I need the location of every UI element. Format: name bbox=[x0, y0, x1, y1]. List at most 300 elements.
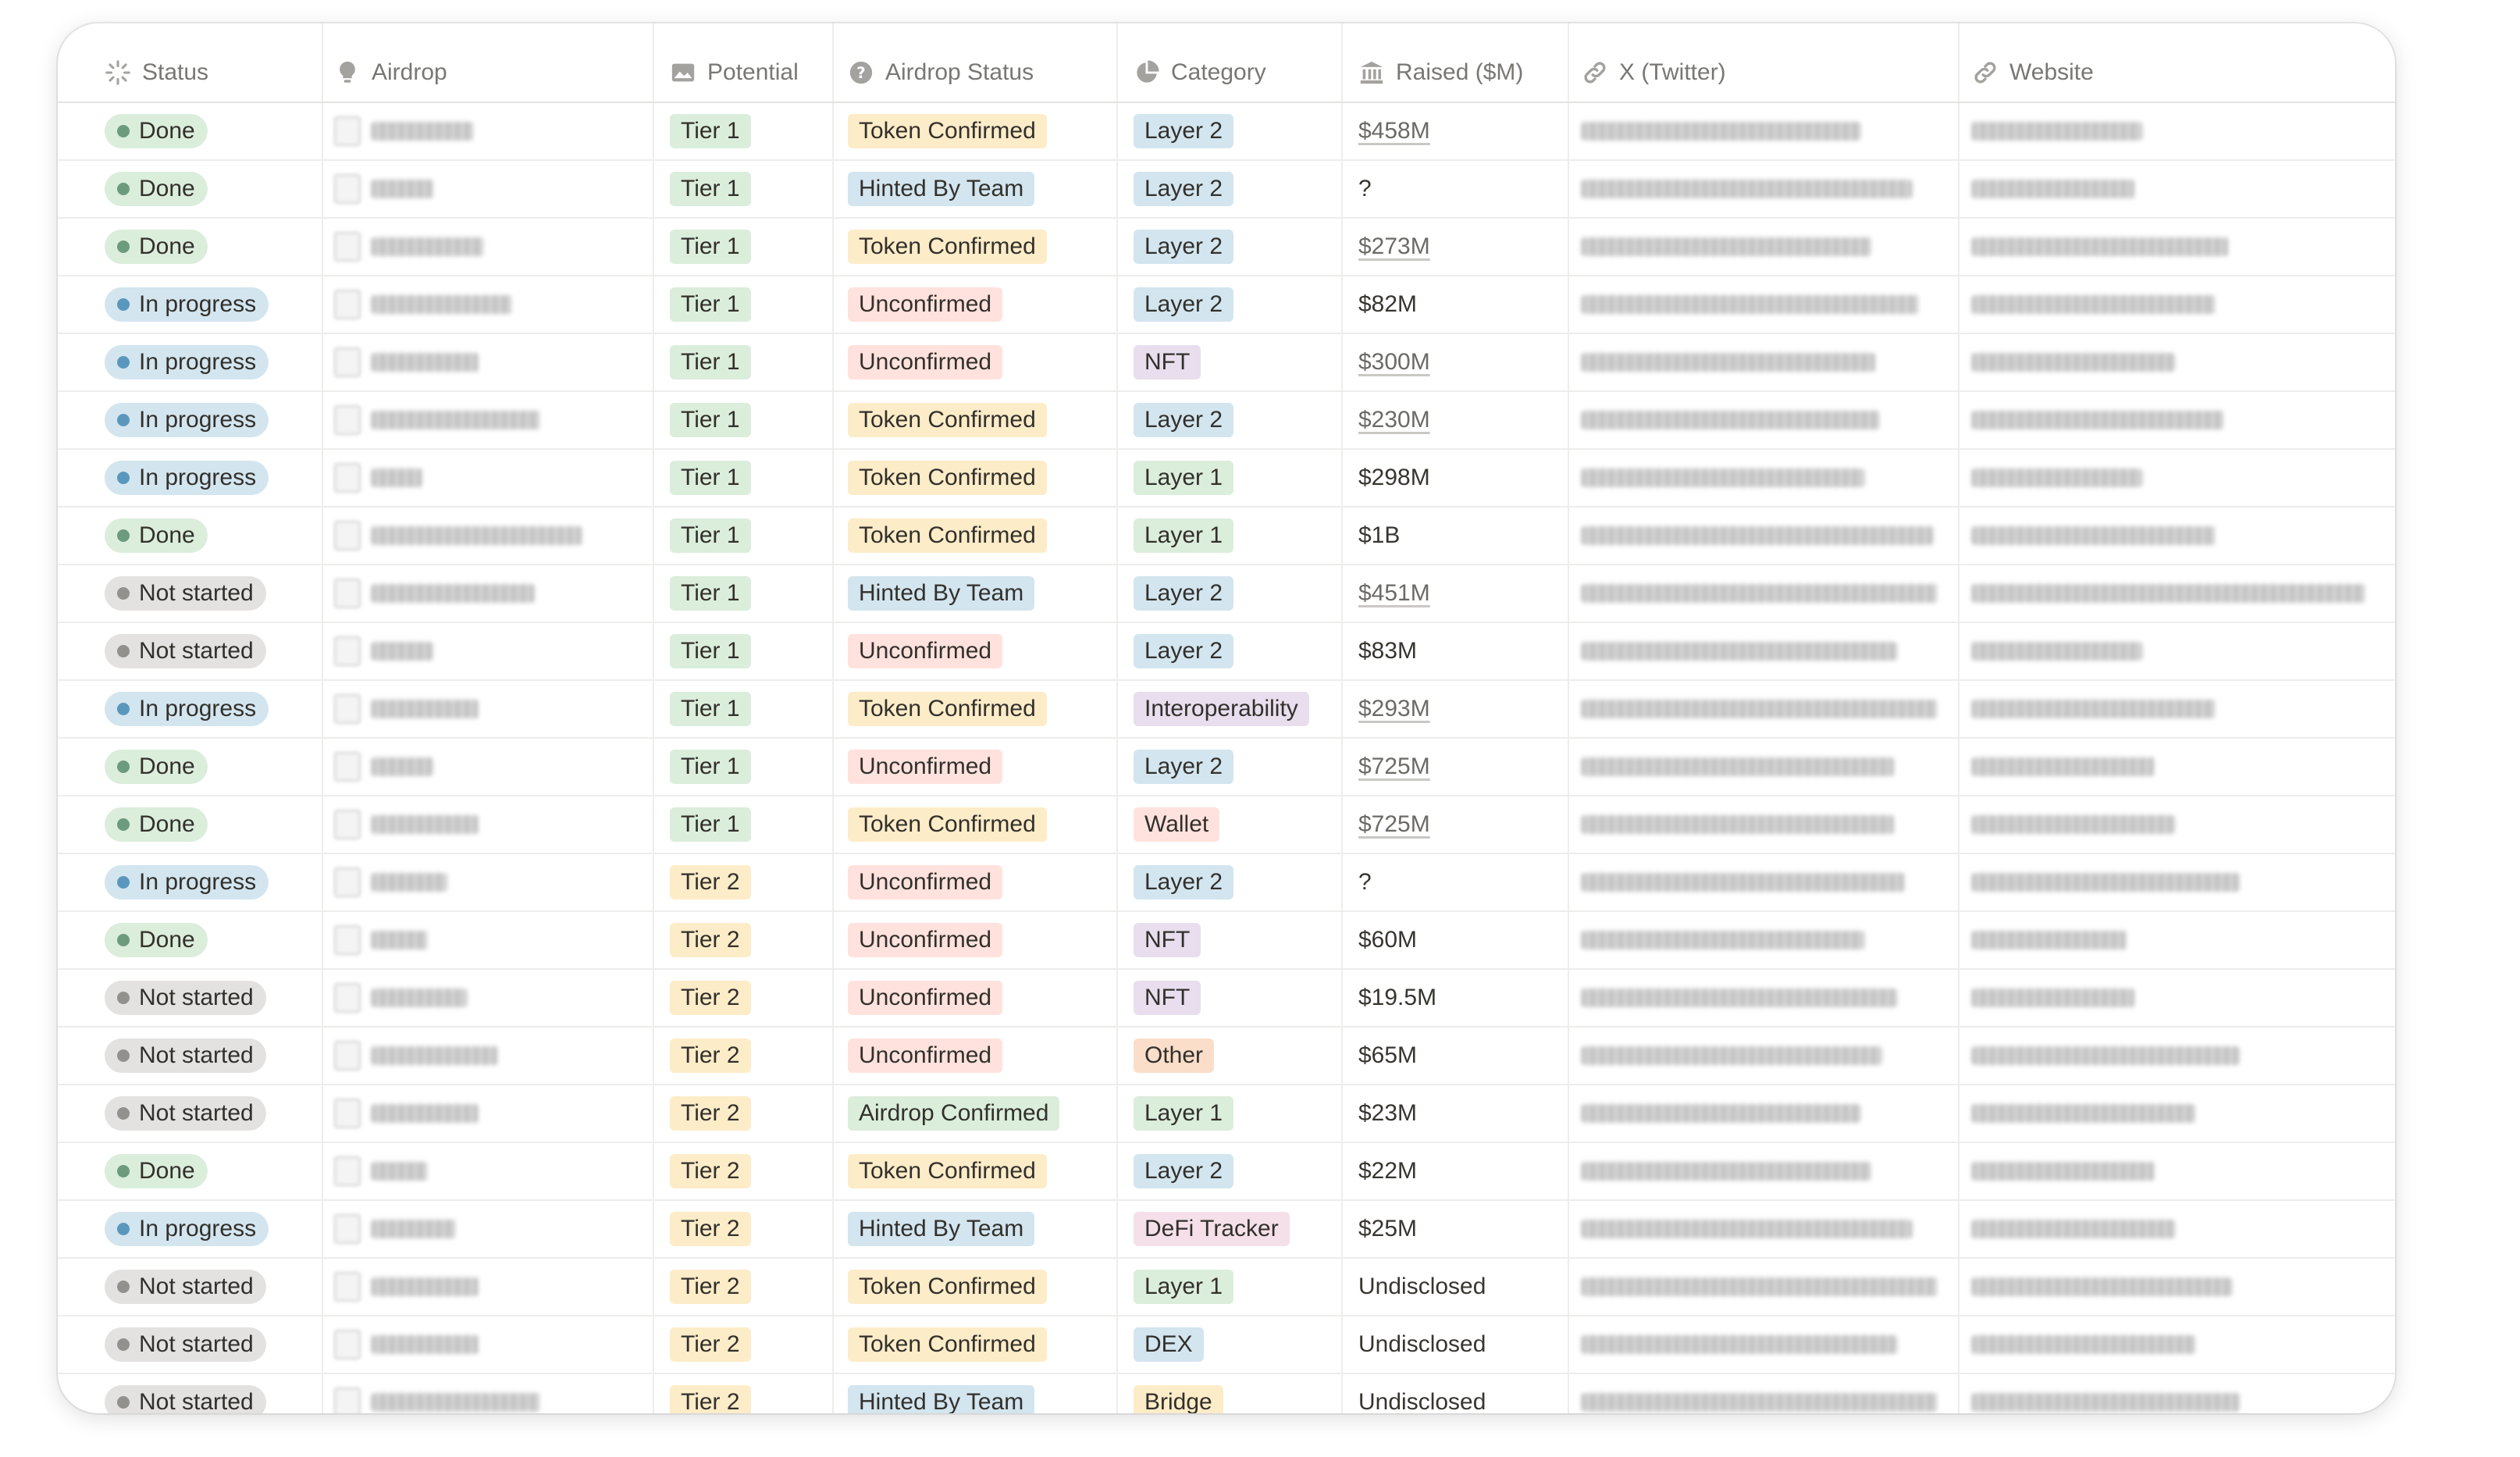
column-header-airdrop[interactable] bbox=[323, 23, 654, 102]
airdrop-status-cell[interactable] bbox=[834, 565, 1118, 622]
airdrop-status-tag[interactable]: Token Confirmed bbox=[848, 1270, 1047, 1304]
x-twitter-link-redacted[interactable] bbox=[1582, 411, 1879, 429]
airdrop-name-redacted[interactable] bbox=[334, 463, 422, 493]
potential-tag[interactable]: Tier 1 bbox=[670, 518, 751, 553]
raised-cell[interactable] bbox=[1343, 1028, 1569, 1084]
website-link-redacted[interactable] bbox=[1972, 989, 2134, 1007]
website-link-redacted[interactable] bbox=[1972, 1393, 2240, 1412]
category-tag[interactable]: Layer 1 bbox=[1134, 1096, 1233, 1131]
website-link-redacted[interactable] bbox=[1972, 700, 2216, 718]
raised-cell[interactable] bbox=[1343, 1374, 1569, 1413]
x-twitter-link-redacted[interactable] bbox=[1582, 757, 1894, 776]
x-twitter-cell[interactable] bbox=[1569, 1028, 1959, 1084]
potential-cell[interactable] bbox=[654, 854, 834, 910]
x-twitter-cell[interactable] bbox=[1569, 565, 1959, 622]
x-twitter-link-redacted[interactable] bbox=[1582, 1393, 1938, 1412]
raised-cell[interactable] bbox=[1343, 1143, 1569, 1199]
raised-cell[interactable] bbox=[1343, 219, 1569, 275]
category-cell[interactable] bbox=[1118, 912, 1343, 968]
x-twitter-link-redacted[interactable] bbox=[1582, 989, 1897, 1007]
raised-value[interactable]: $293M bbox=[1358, 696, 1430, 721]
airdrop-name-redacted[interactable] bbox=[334, 347, 479, 377]
table-row[interactable] bbox=[58, 970, 2395, 1028]
potential-cell[interactable] bbox=[654, 565, 834, 622]
table-row[interactable] bbox=[58, 103, 2395, 161]
status-cell[interactable] bbox=[58, 334, 323, 390]
airdrop-cell[interactable] bbox=[323, 508, 654, 564]
website-cell[interactable] bbox=[1959, 508, 2395, 564]
category-cell[interactable] bbox=[1118, 450, 1343, 506]
airdrop-status-cell[interactable] bbox=[834, 508, 1118, 564]
status-cell[interactable] bbox=[58, 854, 323, 910]
column-header-raised[interactable] bbox=[1343, 23, 1569, 102]
raised-cell[interactable] bbox=[1343, 161, 1569, 217]
raised-value[interactable]: $451M bbox=[1358, 580, 1430, 606]
x-twitter-link-redacted[interactable] bbox=[1582, 295, 1919, 314]
category-cell[interactable] bbox=[1118, 103, 1343, 159]
category-tag[interactable]: Layer 1 bbox=[1134, 518, 1233, 553]
status-badge[interactable] bbox=[105, 634, 266, 668]
potential-tag[interactable]: Tier 2 bbox=[670, 865, 751, 899]
potential-cell[interactable] bbox=[654, 276, 834, 333]
raised-value[interactable]: $230M bbox=[1358, 407, 1430, 433]
airdrop-cell[interactable] bbox=[323, 1028, 654, 1084]
status-badge[interactable] bbox=[105, 287, 269, 322]
website-link-redacted[interactable] bbox=[1972, 1162, 2155, 1181]
airdrop-status-tag[interactable]: Token Confirmed bbox=[848, 1154, 1047, 1188]
website-cell[interactable] bbox=[1959, 623, 2395, 679]
x-twitter-link-redacted[interactable] bbox=[1582, 468, 1864, 487]
category-cell[interactable] bbox=[1118, 681, 1343, 737]
airdrop-status-cell[interactable] bbox=[834, 1259, 1118, 1315]
airdrop-status-tag[interactable]: Unconfirmed bbox=[848, 923, 1002, 957]
column-header-airdrop-status[interactable] bbox=[834, 23, 1118, 102]
x-twitter-link-redacted[interactable] bbox=[1582, 180, 1912, 198]
status-badge[interactable] bbox=[105, 1385, 266, 1413]
status-badge[interactable] bbox=[105, 981, 266, 1015]
category-cell[interactable] bbox=[1118, 796, 1343, 853]
status-badge[interactable] bbox=[105, 923, 208, 957]
airdrop-name-redacted[interactable] bbox=[334, 810, 479, 839]
category-tag[interactable]: Wallet bbox=[1134, 807, 1219, 842]
potential-tag[interactable]: Tier 2 bbox=[670, 1385, 751, 1413]
raised-cell[interactable] bbox=[1343, 796, 1569, 853]
status-cell[interactable] bbox=[58, 103, 323, 159]
airdrop-status-cell[interactable] bbox=[834, 161, 1118, 217]
airdrop-cell[interactable] bbox=[323, 1374, 654, 1413]
potential-tag[interactable]: Tier 2 bbox=[670, 981, 751, 1015]
table-row[interactable] bbox=[58, 912, 2395, 970]
status-badge[interactable] bbox=[105, 1154, 208, 1188]
potential-tag[interactable]: Tier 2 bbox=[670, 1154, 751, 1188]
airdrop-name-redacted[interactable] bbox=[334, 1330, 479, 1359]
table-row[interactable] bbox=[58, 450, 2395, 508]
potential-tag[interactable]: Tier 1 bbox=[670, 692, 751, 726]
airdrop-name-redacted[interactable] bbox=[334, 174, 433, 204]
potential-tag[interactable]: Tier 1 bbox=[670, 634, 751, 668]
status-badge[interactable] bbox=[105, 403, 269, 437]
x-twitter-cell[interactable] bbox=[1569, 1259, 1959, 1315]
x-twitter-link-redacted[interactable] bbox=[1582, 1335, 1897, 1354]
raised-cell[interactable] bbox=[1343, 392, 1569, 448]
x-twitter-link-redacted[interactable] bbox=[1582, 931, 1864, 949]
airdrop-status-cell[interactable] bbox=[834, 103, 1118, 159]
x-twitter-cell[interactable] bbox=[1569, 739, 1959, 795]
potential-cell[interactable] bbox=[654, 161, 834, 217]
website-link-redacted[interactable] bbox=[1972, 526, 2216, 545]
raised-value[interactable]: $273M bbox=[1358, 233, 1430, 259]
status-cell[interactable] bbox=[58, 565, 323, 622]
website-cell[interactable] bbox=[1959, 1028, 2395, 1084]
status-cell[interactable] bbox=[58, 623, 323, 679]
x-twitter-cell[interactable] bbox=[1569, 276, 1959, 333]
category-cell[interactable] bbox=[1118, 392, 1343, 448]
airdrop-cell[interactable] bbox=[323, 392, 654, 448]
category-tag[interactable]: Layer 2 bbox=[1134, 230, 1233, 264]
website-cell[interactable] bbox=[1959, 161, 2395, 217]
potential-tag[interactable]: Tier 2 bbox=[670, 1096, 751, 1131]
x-twitter-link-redacted[interactable] bbox=[1582, 237, 1871, 256]
airdrop-name-redacted[interactable] bbox=[334, 1272, 479, 1302]
table-row[interactable] bbox=[58, 1085, 2395, 1143]
table-row[interactable] bbox=[58, 1143, 2395, 1201]
x-twitter-link-redacted[interactable] bbox=[1582, 642, 1897, 661]
airdrop-status-cell[interactable] bbox=[834, 912, 1118, 968]
airdrop-status-cell[interactable] bbox=[834, 392, 1118, 448]
airdrop-status-tag[interactable]: Token Confirmed bbox=[848, 461, 1047, 495]
airdrop-status-cell[interactable] bbox=[834, 681, 1118, 737]
category-cell[interactable] bbox=[1118, 623, 1343, 679]
x-twitter-link-redacted[interactable] bbox=[1582, 1046, 1882, 1065]
airdrop-status-cell[interactable] bbox=[834, 623, 1118, 679]
x-twitter-link-redacted[interactable] bbox=[1582, 122, 1860, 141]
potential-tag[interactable]: Tier 1 bbox=[670, 576, 751, 611]
website-cell[interactable] bbox=[1959, 854, 2395, 910]
website-cell[interactable] bbox=[1959, 970, 2395, 1026]
airdrop-cell[interactable] bbox=[323, 854, 654, 910]
airdrop-cell[interactable] bbox=[323, 103, 654, 159]
airdrop-status-tag[interactable]: Token Confirmed bbox=[848, 1327, 1047, 1362]
potential-tag[interactable]: Tier 1 bbox=[670, 287, 751, 322]
airdrop-cell[interactable] bbox=[323, 796, 654, 853]
website-cell[interactable] bbox=[1959, 1316, 2395, 1373]
airdrop-status-tag[interactable]: Unconfirmed bbox=[848, 1038, 1002, 1073]
potential-tag[interactable]: Tier 1 bbox=[670, 807, 751, 842]
x-twitter-link-redacted[interactable] bbox=[1582, 353, 1875, 372]
raised-cell[interactable] bbox=[1343, 103, 1569, 159]
table-row[interactable] bbox=[58, 1028, 2395, 1085]
airdrop-name-redacted[interactable] bbox=[334, 1388, 540, 1413]
potential-tag[interactable]: Tier 2 bbox=[670, 1038, 751, 1073]
category-cell[interactable] bbox=[1118, 1085, 1343, 1142]
status-cell[interactable] bbox=[58, 1259, 323, 1315]
airdrop-status-cell[interactable] bbox=[834, 796, 1118, 853]
website-link-redacted[interactable] bbox=[1972, 642, 2142, 661]
airdrop-cell[interactable] bbox=[323, 912, 654, 968]
airdrop-name-redacted[interactable] bbox=[334, 636, 433, 666]
raised-cell[interactable] bbox=[1343, 623, 1569, 679]
category-tag[interactable]: Layer 1 bbox=[1134, 461, 1233, 495]
raised-cell[interactable] bbox=[1343, 1201, 1569, 1257]
potential-cell[interactable] bbox=[654, 1316, 834, 1373]
status-badge[interactable] bbox=[105, 1096, 266, 1131]
status-badge[interactable] bbox=[105, 1212, 269, 1246]
x-twitter-link-redacted[interactable] bbox=[1582, 584, 1938, 603]
website-link-redacted[interactable] bbox=[1972, 1335, 2195, 1354]
airdrop-cell[interactable] bbox=[323, 450, 654, 506]
raised-cell[interactable] bbox=[1343, 912, 1569, 968]
raised-value[interactable]: $725M bbox=[1358, 753, 1430, 779]
status-cell[interactable] bbox=[58, 1028, 323, 1084]
potential-cell[interactable] bbox=[654, 1374, 834, 1413]
airdrop-status-tag[interactable]: Unconfirmed bbox=[848, 865, 1002, 899]
x-twitter-cell[interactable] bbox=[1569, 1374, 1959, 1413]
potential-tag[interactable]: Tier 1 bbox=[670, 114, 751, 148]
potential-cell[interactable] bbox=[654, 219, 834, 275]
potential-tag[interactable]: Tier 1 bbox=[670, 403, 751, 437]
airdrop-name-redacted[interactable] bbox=[334, 1156, 428, 1186]
table-row[interactable] bbox=[58, 1259, 2395, 1316]
category-tag[interactable]: DEX bbox=[1134, 1327, 1204, 1362]
table-row[interactable] bbox=[58, 392, 2395, 450]
status-badge[interactable] bbox=[105, 576, 266, 611]
raised-cell[interactable] bbox=[1343, 739, 1569, 795]
airdrop-status-tag[interactable]: Unconfirmed bbox=[848, 981, 1002, 1015]
airdrop-status-tag[interactable]: Unconfirmed bbox=[848, 287, 1002, 322]
x-twitter-cell[interactable] bbox=[1569, 392, 1959, 448]
status-cell[interactable] bbox=[58, 219, 323, 275]
category-cell[interactable] bbox=[1118, 1259, 1343, 1315]
potential-cell[interactable] bbox=[654, 450, 834, 506]
status-cell[interactable] bbox=[58, 681, 323, 737]
x-twitter-cell[interactable] bbox=[1569, 1316, 1959, 1373]
website-link-redacted[interactable] bbox=[1972, 757, 2155, 776]
category-cell[interactable] bbox=[1118, 739, 1343, 795]
airdrop-cell[interactable] bbox=[323, 970, 654, 1026]
raised-cell[interactable] bbox=[1343, 854, 1569, 910]
column-header-potential[interactable] bbox=[654, 23, 834, 102]
category-tag[interactable]: Layer 2 bbox=[1134, 172, 1233, 206]
airdrop-name-redacted[interactable] bbox=[334, 290, 512, 319]
website-cell[interactable] bbox=[1959, 219, 2395, 275]
category-tag[interactable]: Bridge bbox=[1134, 1385, 1223, 1413]
table-row[interactable] bbox=[58, 1374, 2395, 1413]
airdrop-cell[interactable] bbox=[323, 276, 654, 333]
airdrop-cell[interactable] bbox=[323, 219, 654, 275]
table-row[interactable] bbox=[58, 623, 2395, 681]
raised-cell[interactable] bbox=[1343, 681, 1569, 737]
airdrop-status-cell[interactable] bbox=[834, 1143, 1118, 1199]
airdrop-status-tag[interactable]: Unconfirmed bbox=[848, 750, 1002, 784]
status-cell[interactable] bbox=[58, 1374, 323, 1413]
category-tag[interactable]: Layer 2 bbox=[1134, 114, 1233, 148]
potential-cell[interactable] bbox=[654, 392, 834, 448]
status-badge[interactable] bbox=[105, 114, 208, 148]
category-tag[interactable]: Layer 2 bbox=[1134, 576, 1233, 611]
airdrop-status-cell[interactable] bbox=[834, 1201, 1118, 1257]
x-twitter-cell[interactable] bbox=[1569, 1085, 1959, 1142]
status-cell[interactable] bbox=[58, 912, 323, 968]
airdrop-name-redacted[interactable] bbox=[334, 752, 433, 782]
airdrop-status-cell[interactable] bbox=[834, 854, 1118, 910]
table-row[interactable] bbox=[58, 219, 2395, 276]
airdrop-name-redacted[interactable] bbox=[334, 116, 473, 146]
category-cell[interactable] bbox=[1118, 276, 1343, 333]
airdrop-status-cell[interactable] bbox=[834, 276, 1118, 333]
website-cell[interactable] bbox=[1959, 450, 2395, 506]
website-cell[interactable] bbox=[1959, 739, 2395, 795]
website-link-redacted[interactable] bbox=[1972, 411, 2223, 429]
x-twitter-link-redacted[interactable] bbox=[1582, 1162, 1871, 1181]
airdrop-name-redacted[interactable] bbox=[334, 232, 484, 262]
airdrop-cell[interactable] bbox=[323, 1316, 654, 1373]
category-tag[interactable]: DeFi Tracker bbox=[1134, 1212, 1290, 1246]
column-header-category[interactable] bbox=[1118, 23, 1343, 102]
potential-cell[interactable] bbox=[654, 508, 834, 564]
x-twitter-link-redacted[interactable] bbox=[1582, 873, 1905, 892]
airdrop-status-tag[interactable]: Hinted By Team bbox=[848, 1212, 1034, 1246]
potential-cell[interactable] bbox=[654, 739, 834, 795]
raised-value[interactable]: $725M bbox=[1358, 811, 1430, 837]
airdrop-cell[interactable] bbox=[323, 1201, 654, 1257]
x-twitter-link-redacted[interactable] bbox=[1582, 526, 1934, 545]
potential-tag[interactable]: Tier 1 bbox=[670, 230, 751, 264]
status-cell[interactable] bbox=[58, 508, 323, 564]
website-link-redacted[interactable] bbox=[1972, 873, 2240, 892]
website-link-redacted[interactable] bbox=[1972, 931, 2127, 949]
airdrop-name-redacted[interactable] bbox=[334, 1214, 456, 1244]
website-link-redacted[interactable] bbox=[1972, 584, 2365, 603]
status-badge[interactable] bbox=[105, 692, 269, 726]
category-cell[interactable] bbox=[1118, 1316, 1343, 1373]
website-cell[interactable] bbox=[1959, 103, 2395, 159]
airdrop-name-redacted[interactable] bbox=[334, 579, 535, 608]
table-row[interactable] bbox=[58, 681, 2395, 739]
airdrop-name-redacted[interactable] bbox=[334, 405, 540, 435]
status-cell[interactable] bbox=[58, 276, 323, 333]
airdrop-status-tag[interactable]: Token Confirmed bbox=[848, 114, 1047, 148]
airdrop-status-cell[interactable] bbox=[834, 1085, 1118, 1142]
status-cell[interactable] bbox=[58, 1201, 323, 1257]
status-badge[interactable] bbox=[105, 345, 269, 379]
x-twitter-cell[interactable] bbox=[1569, 681, 1959, 737]
potential-cell[interactable] bbox=[654, 681, 834, 737]
potential-tag[interactable]: Tier 2 bbox=[670, 1212, 751, 1246]
potential-cell[interactable] bbox=[654, 796, 834, 853]
website-cell[interactable] bbox=[1959, 565, 2395, 622]
status-badge[interactable] bbox=[105, 230, 208, 264]
category-tag[interactable]: NFT bbox=[1134, 981, 1201, 1015]
table-row[interactable] bbox=[58, 276, 2395, 334]
x-twitter-cell[interactable] bbox=[1569, 219, 1959, 275]
airdrop-cell[interactable] bbox=[323, 1085, 654, 1142]
x-twitter-cell[interactable] bbox=[1569, 508, 1959, 564]
raised-cell[interactable] bbox=[1343, 565, 1569, 622]
airdrop-name-redacted[interactable] bbox=[334, 925, 428, 955]
potential-tag[interactable]: Tier 1 bbox=[670, 461, 751, 495]
potential-tag[interactable]: Tier 2 bbox=[670, 923, 751, 957]
airdrop-status-cell[interactable] bbox=[834, 739, 1118, 795]
potential-cell[interactable] bbox=[654, 912, 834, 968]
raised-cell[interactable] bbox=[1343, 1316, 1569, 1373]
potential-cell[interactable] bbox=[654, 1028, 834, 1084]
status-cell[interactable] bbox=[58, 392, 323, 448]
airdrop-cell[interactable] bbox=[323, 681, 654, 737]
website-cell[interactable] bbox=[1959, 1201, 2395, 1257]
status-badge[interactable] bbox=[105, 172, 208, 206]
website-link-redacted[interactable] bbox=[1972, 1104, 2195, 1123]
x-twitter-cell[interactable] bbox=[1569, 854, 1959, 910]
airdrop-status-tag[interactable]: Hinted By Team bbox=[848, 1385, 1034, 1413]
status-badge[interactable] bbox=[105, 865, 269, 899]
x-twitter-link-redacted[interactable] bbox=[1582, 700, 1938, 718]
category-cell[interactable] bbox=[1118, 508, 1343, 564]
status-badge[interactable] bbox=[105, 461, 269, 495]
potential-cell[interactable] bbox=[654, 1143, 834, 1199]
potential-cell[interactable] bbox=[654, 1259, 834, 1315]
website-link-redacted[interactable] bbox=[1972, 122, 2142, 141]
status-cell[interactable] bbox=[58, 739, 323, 795]
airdrop-status-cell[interactable] bbox=[834, 334, 1118, 390]
airdrop-name-redacted[interactable] bbox=[334, 983, 467, 1013]
potential-cell[interactable] bbox=[654, 1085, 834, 1142]
x-twitter-cell[interactable] bbox=[1569, 1201, 1959, 1257]
website-cell[interactable] bbox=[1959, 276, 2395, 333]
raised-value[interactable]: $300M bbox=[1358, 349, 1430, 375]
category-cell[interactable] bbox=[1118, 1201, 1343, 1257]
category-tag[interactable]: Layer 2 bbox=[1134, 287, 1233, 322]
category-tag[interactable]: Layer 2 bbox=[1134, 750, 1233, 784]
column-header-status[interactable] bbox=[58, 23, 323, 102]
category-tag[interactable]: Layer 2 bbox=[1134, 403, 1233, 437]
airdrop-status-tag[interactable]: Hinted By Team bbox=[848, 576, 1034, 611]
airdrop-cell[interactable] bbox=[323, 565, 654, 622]
airdrop-cell[interactable] bbox=[323, 1259, 654, 1315]
category-cell[interactable] bbox=[1118, 854, 1343, 910]
airdrop-cell[interactable] bbox=[323, 334, 654, 390]
airdrop-status-tag[interactable]: Unconfirmed bbox=[848, 634, 1002, 668]
airdrop-status-tag[interactable]: Token Confirmed bbox=[848, 230, 1047, 264]
status-badge[interactable] bbox=[105, 1038, 266, 1073]
airdrop-status-tag[interactable]: Token Confirmed bbox=[848, 518, 1047, 553]
potential-tag[interactable]: Tier 2 bbox=[670, 1327, 751, 1362]
potential-cell[interactable] bbox=[654, 970, 834, 1026]
table-row[interactable] bbox=[58, 796, 2395, 854]
category-cell[interactable] bbox=[1118, 565, 1343, 622]
status-cell[interactable] bbox=[58, 1143, 323, 1199]
column-header-x-twitter[interactable] bbox=[1569, 23, 1959, 102]
potential-cell[interactable] bbox=[654, 1201, 834, 1257]
airdrop-status-tag[interactable]: Airdrop Confirmed bbox=[848, 1096, 1059, 1131]
website-link-redacted[interactable] bbox=[1972, 1220, 2175, 1238]
table-row[interactable] bbox=[58, 508, 2395, 565]
raised-cell[interactable] bbox=[1343, 450, 1569, 506]
status-cell[interactable] bbox=[58, 796, 323, 853]
airdrop-status-cell[interactable] bbox=[834, 1374, 1118, 1413]
x-twitter-cell[interactable] bbox=[1569, 450, 1959, 506]
table-row[interactable] bbox=[58, 854, 2395, 912]
status-cell[interactable] bbox=[58, 1085, 323, 1142]
column-header-website[interactable] bbox=[1959, 23, 2395, 102]
airdrop-status-tag[interactable]: Token Confirmed bbox=[848, 403, 1047, 437]
raised-value[interactable]: $458M bbox=[1358, 118, 1430, 144]
x-twitter-cell[interactable] bbox=[1569, 970, 1959, 1026]
x-twitter-cell[interactable] bbox=[1569, 334, 1959, 390]
table-row[interactable] bbox=[58, 161, 2395, 219]
status-badge[interactable] bbox=[105, 750, 208, 784]
airdrop-name-redacted[interactable] bbox=[334, 867, 447, 897]
x-twitter-cell[interactable] bbox=[1569, 161, 1959, 217]
